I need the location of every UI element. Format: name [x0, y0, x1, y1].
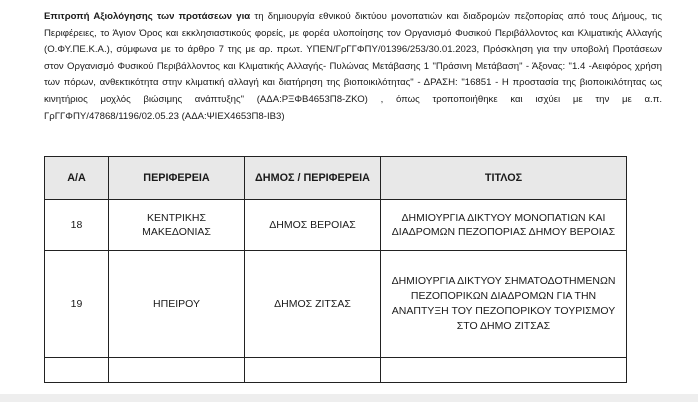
cell-title: ΔΗΜΙΟΥΡΓΙΑ ΔΙΚΤΥΟΥ ΣΗΜΑΤΟΔΟΤΗΜΕΝΩΝ ΠΕΖΟΠΟΡΙΚΩΝ ΔΙΑΔΡΟΜΩΝ ΓΙΑ ΤΗΝ ΑΝΑΠΤΥΞΗ ΤΟΥ ΠΕΖΟΠΟΡΙΚΟΥ ΤΟΥΡΙΣΜΟΥ ΣΤΟ ΔΗΜΟ ΖΙΤΣΑΣ	[381, 251, 627, 358]
cell-aa: 19	[45, 251, 109, 358]
intro-lead: Επιτροπή Αξιολόγησης των προτάσεων για	[44, 11, 251, 22]
cell-aa: 18	[45, 200, 109, 251]
proposals-table	[44, 156, 627, 383]
header-municipality: ΔΗΜΟΣ / ΠΕΡΙΦΕΡΕΙΑ	[245, 157, 381, 200]
intro-paragraph	[44, 9, 662, 125]
cell-empty	[245, 358, 381, 383]
intro-text: τη δημιουργία εθνικού δικτύου μονοπατιών και διαδρομών πεζοπορίας από τους Δήμους, τις Περιφέρειες, το Άγιον Όρος και εκκλησιαστικούς φορείς, με φορέα υλοποίησης τον Οργανισμό Φυσικού Περιβάλλοντος και Κλιματικής Αλλαγής (Ο.ΦΥ.ΠΕ.Κ.Α.), σύμφωνα με το άρθρο 7 της με αρ. πρωτ. ΥΠΕΝ/ΓρΓΓΦΠΥ/01396/253/30.01.2023, Πρόσκληση για την υποβολή Προτάσεων στον Οργανισμό Φυσικού Περιβάλλοντος και Κλιματικής Αλλαγής- Πυλώνας Μετάβασης 1 "Πράσινη Μετάβαση" - Άξονας: "1.4 -Αειφόρος χρήση των πόρων, ανθεκτικότητα στην κλιματική αλλαγή και διατήρηση της βιοποικιλότητας" - ΔΡΑΣΗ: "16851 - Η προστασία της βιοποικιλότητας ως κινητήριος μοχλός βιώσιμης ανάπτυξης" (ΑΔΑ:ΡΞΦΒ4653Π8-ΖΚΟ) , όπως τροποποιήθηκε και ισχύει με την με α.π. ΓρΓΓΦΠΥ/47868/1196/02.05.23 (ΑΔΑ:ΨΙΕΧ4653Π8-ΙΒ3)	[44, 11, 662, 122]
table-row	[45, 251, 627, 358]
header-region: ΠΕΡΙΦΕΡΕΙΑ	[109, 157, 245, 200]
header-title: ΤΙΤΛΟΣ	[381, 157, 627, 200]
cell-municipality: ΔΗΜΟΣ ΖΙΤΣΑΣ	[245, 251, 381, 358]
header-aa: Α/Α	[45, 157, 109, 200]
table-header-row	[45, 157, 627, 200]
table-row	[45, 200, 627, 251]
cell-title: ΔΗΜΙΟΥΡΓΙΑ ΔΙΚΤΥΟΥ ΜΟΝΟΠΑΤΙΩΝ ΚΑΙ ΔΙΑΔΡΟΜΩΝ ΠΕΖΟΠΟΡΙΑΣ ΔΗΜΟΥ ΒΕΡΟΙΑΣ	[381, 200, 627, 251]
cell-region: ΚΕΝΤΡΙΚΗΣ ΜΑΚΕΔΟΝΙΑΣ	[109, 200, 245, 251]
cell-municipality: ΔΗΜΟΣ ΒΕΡΟΙΑΣ	[245, 200, 381, 251]
cell-empty	[381, 358, 627, 383]
cell-empty	[109, 358, 245, 383]
table-row-partial	[45, 358, 627, 383]
cell-empty	[45, 358, 109, 383]
proposals-table-container	[44, 156, 626, 406]
cell-region: ΗΠΕΙΡΟΥ	[109, 251, 245, 358]
page-bottom-edge	[0, 394, 698, 402]
